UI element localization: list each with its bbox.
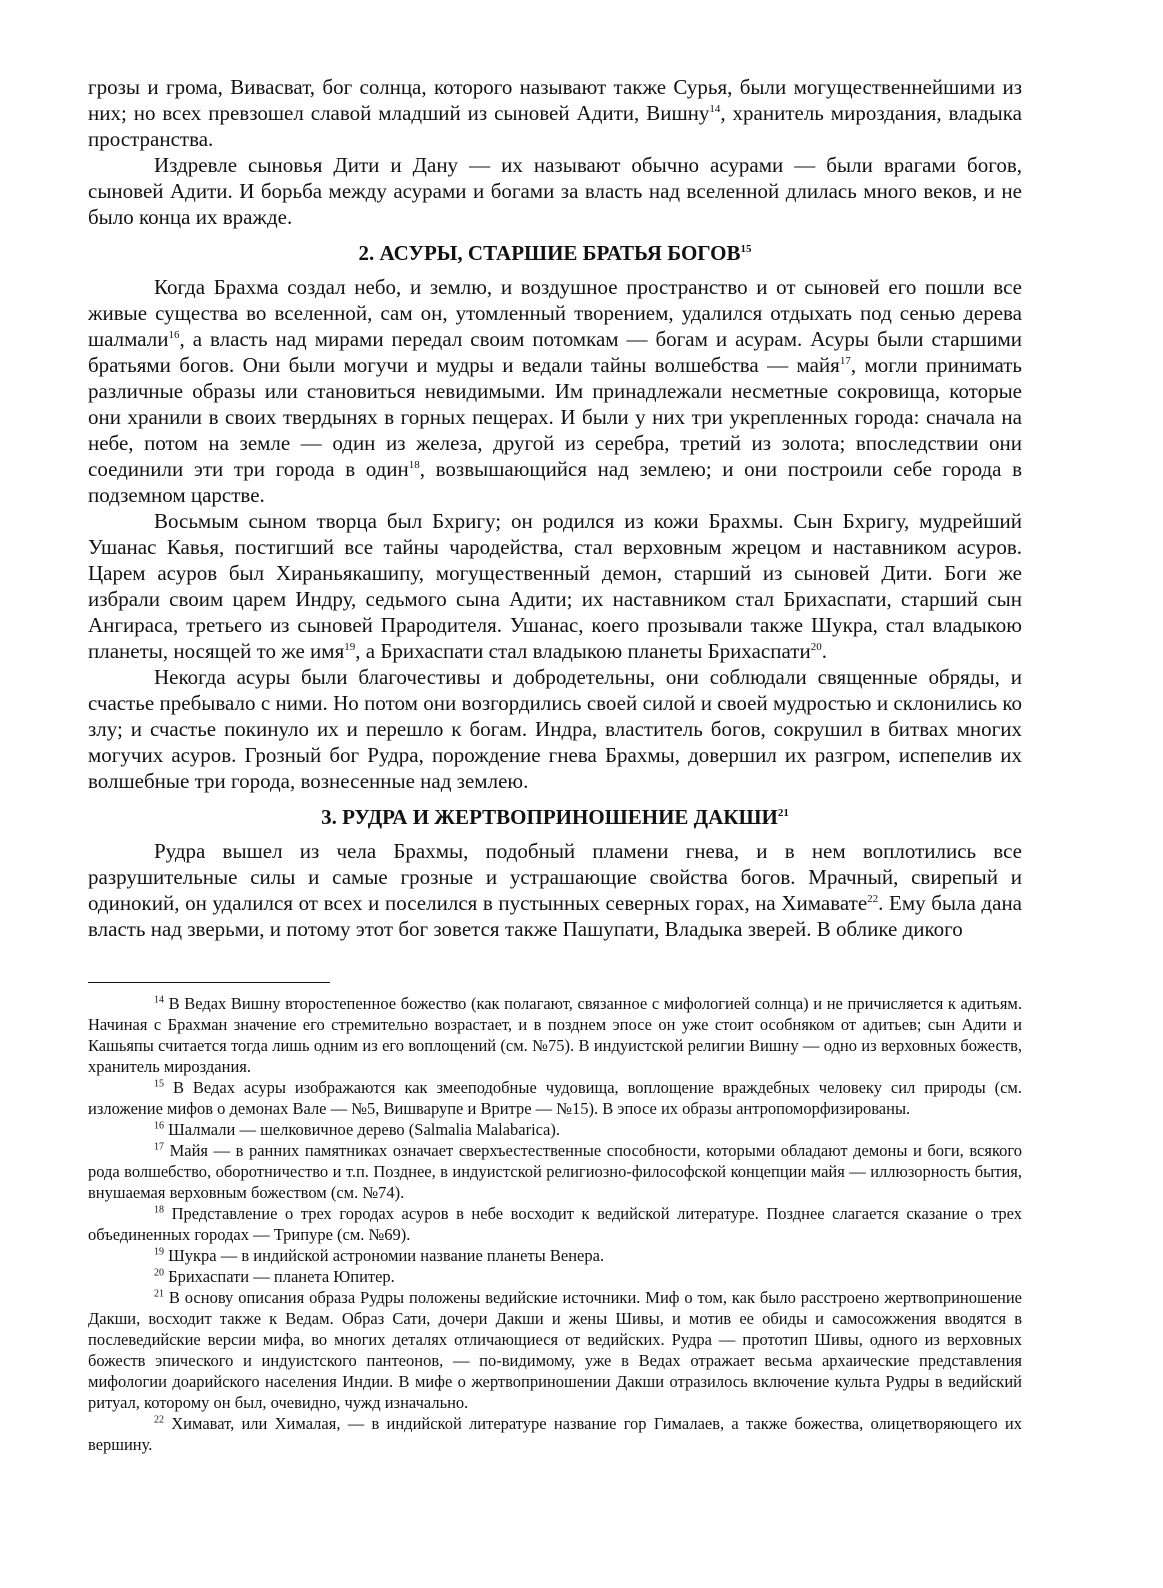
paragraph-text: грозы и грома, Вивасват, бог солнца, которого называют также Сурья, были могущественнейшими из них; но всех превзошел славой младший из сыновей Адити, Вишну xyxy=(88,75,1022,125)
paragraph-text: , могли принимать различные образы или становиться невидимыми. Им принадлежали несметные сокровища, которые они хранили в своих твердынях в горных пещерах. И были у них три укрепленных города: сначала на небе, потом на земле — один из железа, другой из серебра, третий из золота; впоследствии они соединили эти три города в один xyxy=(88,353,1023,481)
section-heading-2 xyxy=(88,240,1022,266)
heading-text: 3. РУДРА И ЖЕРТВОПРИНОШЕНИЕ ДАКШИ xyxy=(321,805,778,829)
footnote xyxy=(88,1119,1022,1140)
footnote-text: Химават, или Хималая, — в индийской литературе название гор Гималаев, а также божества, олицетворяющего их вершину. xyxy=(88,1414,1022,1454)
paragraph-text: Восьмым сыном творца был Бхригу; он родился из кожи Брахмы. Сын Бхригу, мудрейший Ушанас Кавья, постигший все тайны чародейства, стал верховным жрецом и наставником асуров. Царем асуров был Хираньякашипу, могущественный демон, старший из сыновей Дити. Боги же избрали своим царем Индру, седьмого сына Адити; их наставником стал Брихаспати, старший сын Ангираса, третьего из сыновей Прародителя. Ушанас, коего прозывали также Шукра, стал владыкою планеты, носящей то же имя xyxy=(88,509,1022,663)
paragraph xyxy=(88,508,1022,664)
paragraph-text: . Ему была дана власть над зверьми, и потому этот бог зовется также Пашупати, Владыка зверей. В облике дикого xyxy=(88,891,1023,941)
footnote xyxy=(88,993,1022,1077)
footnote-ref[interactable]: 21 xyxy=(777,807,789,819)
paragraph-text: , хранитель мироздания, владыка пространства. xyxy=(88,101,1022,151)
footnote-text: В основу описания образа Рудры положены ведийские источники. Миф о том, как было расстроено жертвоприношение Дакши, восходит также к Ведам. Образ Сати, дочери Дакши и жены Шивы, и мотив ее обиды и самосожжения вводятся в послеведийские версии мифа, во многих деталях отличающиеся от ведийских. Рудра — прототип Шивы, одного из верховных божеств эпического и индуистского пантеонов, — по-видимому, уже в Ведах отражает весьма архаические представления мифологии доарийского населения Индии. В мифе о жертвоприношении Дакши отразилось включение культа Рудры в ведийский ритуал, которому он был, очевидно, чужд изначально. xyxy=(88,1288,1022,1412)
footnote-number: 18 xyxy=(154,1204,164,1216)
paragraph xyxy=(88,274,1022,508)
body-text xyxy=(88,74,1022,942)
heading-text: 2. АСУРЫ, СТАРШИЕ БРАТЬЯ БОГОВ xyxy=(358,241,741,265)
footnote-number: 22 xyxy=(154,1414,164,1426)
paragraph-text: Рудра вышел из чела Брахмы, подобный пламени гнева, и в нем воплотились все разрушительные силы и самые грозные и устрашающие свойства богов. Мрачный, свирепый и одинокий, он удалился от всех и поселился в пустынных северных горах, на Химавате xyxy=(88,839,1022,915)
paragraph xyxy=(88,152,1022,230)
footnote-number: 19 xyxy=(154,1246,164,1258)
footnote-text: Брихаспати — планета Юпитер. xyxy=(164,1267,395,1286)
footnote-ref[interactable]: 16 xyxy=(168,329,180,341)
footnote-ref[interactable]: 15 xyxy=(740,243,752,255)
footnote-text: Майя — в ранних памятниках означает сверхъестественные способности, которыми обладают демоны и боги, всякого рода волшебство, оборотничество и т.п. Позднее, в индуистской религиозно-философской концепции майя — иллюзорность бытия, внушаемая верховным божеством (см. №74). xyxy=(88,1141,1022,1202)
footnote-ref[interactable]: 20 xyxy=(810,641,822,653)
footnote xyxy=(88,1203,1022,1245)
footnote-text: Шукра — в индийской астрономии название планеты Венера. xyxy=(164,1246,605,1265)
paragraph-text: Издревле сыновья Дити и Дану — их называют обычно асурами — были врагами богов, сыновей Адити. И борьба между асурами и богами за власть над вселенной длилась много веков, и не было конца их вражде. xyxy=(88,153,1022,229)
paragraph-text: . xyxy=(821,639,827,663)
footnote xyxy=(88,1077,1022,1119)
footnotes xyxy=(88,993,1022,1455)
footnote xyxy=(88,1140,1022,1203)
paragraph-text: Некогда асуры были благочестивы и добродетельны, они соблюдали священные обряды, и счастье пребывало с ними. Но потом они возгордились своей силой и своей мудростью и склонились ко злу; и счастье покинуло их и перешло к богам. Индра, властитель богов, сокрушил в битвах многих могучих асуров. Грозный бог Рудра, порождение гнева Брахмы, довершил их разгром, испепелив их волшебные три города, вознесенные над землею. xyxy=(88,665,1022,793)
paragraph xyxy=(88,664,1022,794)
footnote-number: 17 xyxy=(154,1141,164,1153)
paragraph-text: , возвышающийся над землею; и они построили себе города в подземном царстве. xyxy=(88,457,1022,507)
footnote-ref[interactable]: 19 xyxy=(344,641,356,653)
section-heading-3 xyxy=(88,804,1022,830)
footnote-number: 14 xyxy=(154,994,164,1006)
footnote xyxy=(88,1266,1022,1287)
paragraph-text: Когда Брахма создал небо, и землю, и воздушное пространство и от сыновей его пошли все живые существа во вселенной, сам он, утомленный творением, удалился отдыхать под сенью дерева шалмали xyxy=(88,275,1022,351)
footnote-divider xyxy=(88,982,330,983)
section-2-paragraphs xyxy=(88,274,1022,794)
footnote-ref[interactable]: 22 xyxy=(867,893,879,905)
footnote-number: 16 xyxy=(154,1120,164,1132)
footnote xyxy=(88,1245,1022,1266)
footnote-number: 15 xyxy=(154,1078,164,1090)
footnote-ref[interactable]: 18 xyxy=(408,459,420,471)
footnote-text: Шалмали — шелковичное дерево (Salmalia Malabarica). xyxy=(164,1120,560,1139)
footnote-text: В Ведах Вишну второстепенное божество (как полагают, связанное с мифологией солнца) и не причисляется к адитьям. Начиная с Брахман значение его стремительно возрастает, и в позднем эпосе он уже стоит особняком от адитьев; сын Адити и Кашьяпы считается тогда лишь одним из его воплощений (см. №75). В индуистской религии Вишну — одно из верховных божеств, хранитель мироздания. xyxy=(88,994,1022,1076)
paragraph xyxy=(88,838,1022,942)
footnote-text: В Ведах асуры изображаются как змееподобные чудовища, воплощение враждебных человеку сил природы (см. изложение мифов о демонах Вале — №5, Вишварупе и Вритре — №15). В эпосе их образы антропоморфизированы. xyxy=(88,1078,1022,1118)
intro-paragraphs xyxy=(88,74,1022,230)
footnote xyxy=(88,1413,1022,1455)
footnote xyxy=(88,1287,1022,1413)
footnote-ref[interactable]: 17 xyxy=(839,355,851,367)
paragraph xyxy=(88,74,1022,152)
footnote-number: 20 xyxy=(154,1267,164,1279)
footnote-ref[interactable]: 14 xyxy=(709,103,721,115)
paragraph-text: , а Брихаспати стал владыкою планеты Брихаспати xyxy=(355,639,811,663)
footnote-number: 21 xyxy=(154,1288,164,1300)
paragraph-text: , а власть над мирами передал своим потомкам — богам и асурам. Асуры были старшими братьями богов. Они были могучи и мудры и ведали тайны волшебства — майя xyxy=(88,327,1022,377)
section-3-paragraphs xyxy=(88,838,1022,942)
document-page xyxy=(88,74,1022,1455)
footnote-text: Представление о трех городах асуров в небе восходит к ведийской литературе. Позднее слагается сказание о трех объединенных городах — Трипуре (см. №69). xyxy=(88,1204,1022,1244)
